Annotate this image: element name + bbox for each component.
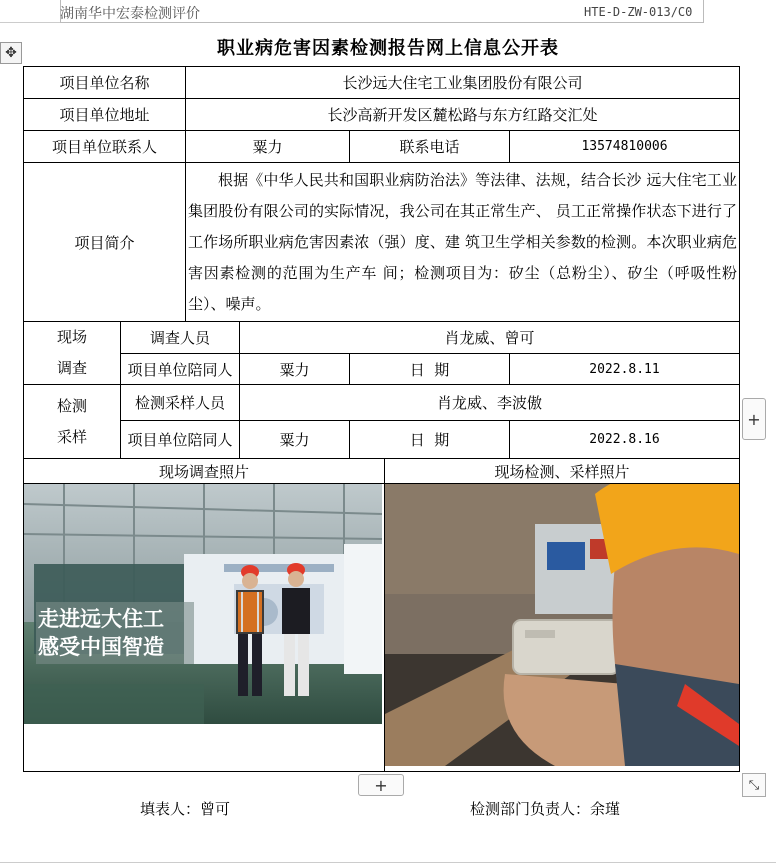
survey-date-value-cell <box>509 353 740 385</box>
survey-group-cell <box>23 321 121 385</box>
intro-label: 项目简介 <box>74 233 135 252</box>
intro-label-cell <box>23 162 186 322</box>
name-label-cell <box>23 66 186 99</box>
address-value: 长沙高新开发区麓松路与东方红路交汇处 <box>327 106 598 124</box>
sampling-date-label: 日 期 <box>409 431 450 449</box>
page-title: 职业病危害因素检测报告网上信息公开表 <box>217 38 559 59</box>
table-resize-icon[interactable]: ⤡ <box>742 773 766 797</box>
sampling-escort-label: 项目单位陪同人 <box>127 431 233 449</box>
sampling-group-label-1: 检测 <box>56 396 87 415</box>
contact-label-cell <box>23 130 186 163</box>
sampling-staff-label: 检测采样人员 <box>134 394 225 412</box>
wall-slogan-2: 感受中国智造 <box>38 635 164 659</box>
sampling-staff-value: 肖龙威、李波傲 <box>436 394 542 412</box>
wall-slogan-1: 走进远大住工 <box>38 607 164 631</box>
survey-date-label-cell <box>349 353 510 385</box>
name-value: 长沙远大住宅工业集团股份有限公司 <box>342 74 583 92</box>
survey-escort-label: 项目单位陪同人 <box>127 360 233 379</box>
header-org: 湖南华中宏泰检测评价 <box>60 6 200 22</box>
header-doc-code: HTE-D-ZW-013/C0 <box>584 5 693 19</box>
address-value-cell <box>185 98 740 131</box>
phone-value-cell <box>509 130 740 163</box>
phone-label-cell <box>349 130 510 163</box>
survey-escort-label-cell <box>120 353 240 385</box>
contact-value-cell <box>185 130 350 163</box>
contact-label: 项目单位联系人 <box>51 138 157 156</box>
survey-staff-value: 肖龙威、曾可 <box>444 329 535 347</box>
name-value-cell <box>185 66 740 99</box>
sampling-staff-label-cell <box>120 384 240 421</box>
department-head-signature: 检测部门负责人：余瑾 <box>470 800 621 818</box>
survey-photo <box>24 484 382 724</box>
sampling-escort-label-cell <box>120 420 240 459</box>
survey-photo-caption: 现场调查照片 <box>158 462 249 481</box>
bottom-divider <box>0 862 776 863</box>
phone-label: 联系电话 <box>399 138 460 156</box>
header-divider <box>0 22 60 23</box>
sampling-group-cell <box>23 384 121 459</box>
survey-group-label-2: 调查 <box>56 359 87 377</box>
survey-photo-caption-cell <box>23 458 385 484</box>
filler-signature: 填表人：曾可 <box>140 800 231 818</box>
survey-escort-value-cell <box>239 353 350 385</box>
sampling-photo-caption-cell <box>384 458 740 484</box>
survey-staff-value-cell <box>239 321 740 354</box>
sampling-escort-value-cell <box>239 420 350 459</box>
survey-escort-value: 粟力 <box>279 360 310 379</box>
address-label: 项目单位地址 <box>59 106 150 124</box>
sampling-photo-caption: 现场检测、采样照片 <box>494 462 630 481</box>
add-column-button[interactable]: + <box>742 398 766 440</box>
survey-staff-label: 调查人员 <box>149 329 210 347</box>
survey-staff-label-cell <box>120 321 240 354</box>
name-label: 项目单位名称 <box>59 74 150 92</box>
add-row-button[interactable]: + <box>358 774 404 796</box>
sampling-date-value-cell <box>509 420 740 459</box>
intro-text: 根据《中华人民共和国职业病防治法》等法律、法规，结合长沙 远大住宅工业集团股份有限公司的实际情况，我公司在其正常生产、 员工正常操作状态下进行了工作场所职业病危害因素浓（强）度、建 筑卫生学相关参数的检测。本次职业病危害因素检测的范围为生产车 间；检测项目为：矽尘（总粉尘）、矽尘（呼吸性粉尘）、噪声。 <box>188 171 737 313</box>
sampling-staff-value-cell <box>239 384 740 421</box>
table-move-handle-icon[interactable]: ✥ <box>0 42 22 64</box>
intro-text-cell <box>185 162 740 322</box>
sampling-photo <box>385 484 739 766</box>
sampling-date-label-cell <box>349 420 510 459</box>
sampling-escort-value: 粟力 <box>279 431 310 449</box>
survey-date-label: 日 期 <box>409 360 450 379</box>
contact-value: 粟力 <box>252 138 283 156</box>
sampling-group-label-2: 采样 <box>56 427 87 446</box>
survey-group-label-1: 现场 <box>56 328 87 346</box>
survey-date-value: 2022.8.11 <box>589 361 660 377</box>
address-label-cell <box>23 98 186 131</box>
sampling-date-value: 2022.8.16 <box>589 432 660 447</box>
phone-value: 13574810006 <box>581 139 668 154</box>
